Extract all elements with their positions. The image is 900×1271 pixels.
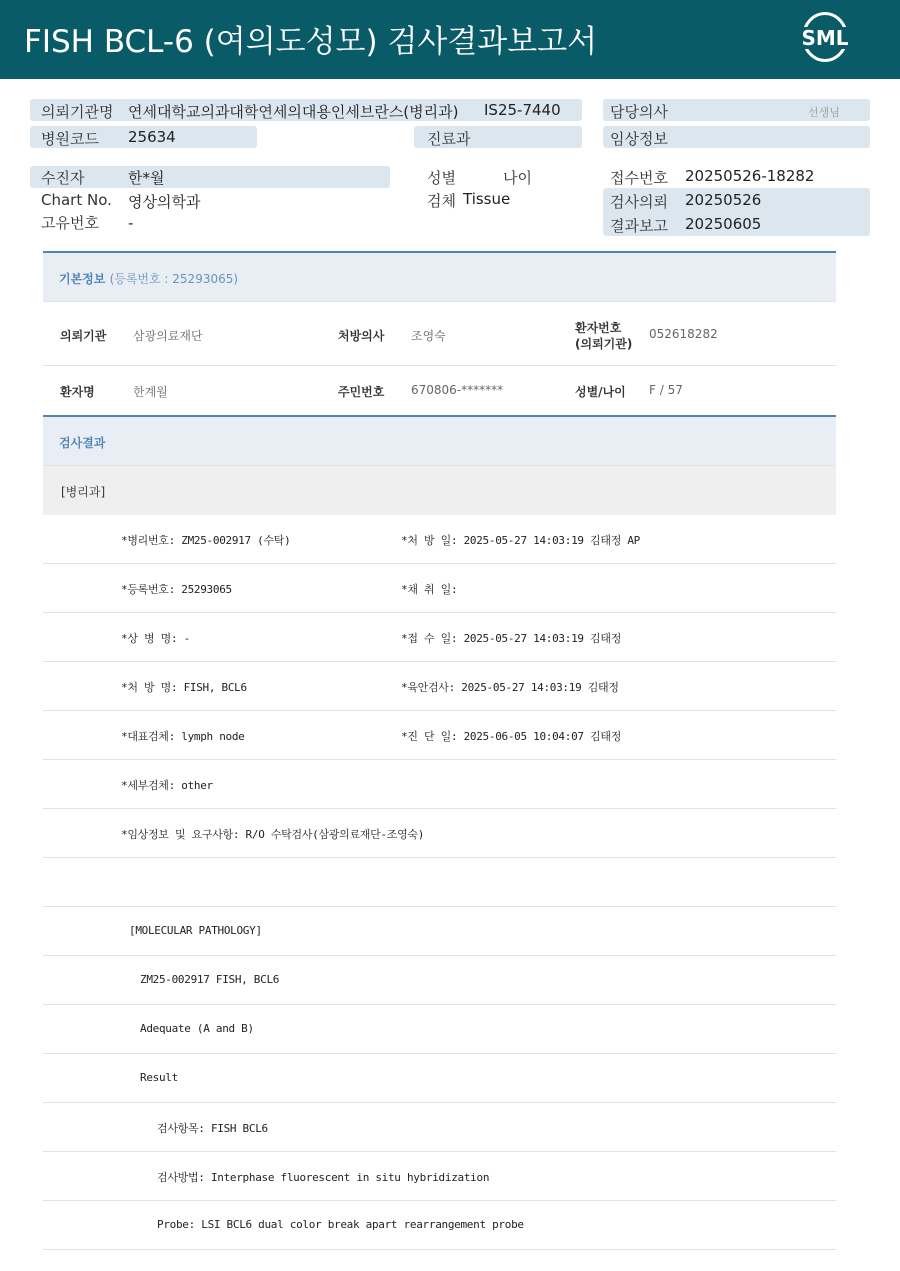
report-header: [0, 0, 900, 79]
specimen-value: Tissue: [463, 190, 511, 208]
result-right: *처 방 일: 2025-05-27 14:03:19 김태정 AP: [401, 534, 640, 547]
basic-info-regno: (등록번호 : 25293065): [109, 272, 239, 286]
patient-no-value: 052618282: [649, 327, 718, 341]
report-label: 결과보고: [610, 217, 668, 235]
requester-code: IS25-7440: [484, 101, 561, 119]
prescriber-value: 조영숙: [411, 329, 446, 343]
age-label: 나이: [503, 169, 532, 187]
molecular-row: [43, 1152, 836, 1201]
result-right: *진 단 일: 2025-06-05 10:04:07 김태정: [401, 730, 622, 743]
molecular-line: Result: [140, 1071, 178, 1084]
chart-label: Chart No.: [41, 191, 112, 209]
doctor-value: 선생님: [808, 106, 840, 119]
doctor-label: 담당의사: [610, 103, 668, 121]
basic-info-row-2: [43, 365, 836, 415]
result-left: *등록번호: 25293065: [121, 583, 232, 596]
result-row: [43, 515, 836, 564]
molecular-row: [43, 1054, 836, 1103]
report-panel: [43, 251, 836, 1271]
molecular-row: [43, 907, 836, 956]
unique-value: -: [128, 214, 134, 232]
dept-label: 진료과: [427, 130, 471, 148]
molecular-row: [43, 1005, 836, 1054]
requester-value: 연세대학교의과대학연세의대용인세브란스(병리과): [128, 103, 459, 121]
molecular-row: [43, 1201, 836, 1250]
requester-label: 의뢰기관명: [41, 103, 114, 121]
result-row: [43, 662, 836, 711]
patient-label: 수진자: [41, 169, 85, 187]
chart-value: 영상의학과: [128, 193, 201, 211]
result-left: *상 병 명: -: [121, 632, 190, 645]
patient-no-label-1: 환자번호: [575, 321, 622, 335]
sex-age-value: F / 57: [649, 383, 683, 397]
result-left: *병리번호: ZM25-002917 (수탁): [121, 534, 291, 547]
patient-name-value: 한계월: [133, 385, 168, 399]
result-left: *대표검체: lymph node: [121, 730, 245, 743]
molecular-line: Probe: LSI BCL6 dual color break apart rearrangement probe: [157, 1218, 524, 1231]
sex-age-label: 성별/나이: [575, 385, 626, 399]
result-right: *육안검사: 2025-05-27 14:03:19 김태정: [401, 681, 619, 694]
unique-label: 고유번호: [41, 214, 99, 232]
result-row: [43, 809, 836, 858]
result-right: *접 수 일: 2025-05-27 14:03:19 김태정: [401, 632, 622, 645]
logo-text: SML: [796, 27, 854, 49]
basic-info-row-1: [43, 301, 836, 365]
patient-name-label: 환자명: [60, 385, 95, 399]
molecular-line: 검사항목: FISH BCL6: [157, 1122, 268, 1135]
result-left: *처 방 명: FISH, BCL6: [121, 681, 247, 694]
prescriber-label: 처방의사: [338, 329, 385, 343]
molecular-heading: [MOLECULAR PATHOLOGY]: [129, 924, 262, 937]
basic-info-title: 기본정보: [59, 272, 106, 286]
result-header: [43, 415, 836, 465]
molecular-line: 검사방법: Interphase fluorescent in situ hybridization: [157, 1171, 490, 1184]
result-heading: 검사결과: [59, 436, 106, 450]
result-row: [43, 613, 836, 662]
rrn-value: 670806-*******: [411, 383, 504, 397]
molecular-line: ZM25-002917 FISH, BCL6: [140, 973, 280, 986]
sml-logo: [796, 12, 854, 66]
result-row: [43, 564, 836, 613]
result-left: *세부검체: other: [121, 779, 213, 792]
molecular-line: Adequate (A and B): [140, 1022, 254, 1035]
receipt-label: 접수번호: [610, 169, 668, 187]
institution-value: 삼광의료재단: [133, 329, 203, 343]
rrn-label: 주민번호: [338, 385, 385, 399]
report-value: 20250605: [685, 215, 762, 233]
result-left: *임상정보 및 요구사항: R/O 수탁검사(삼광의료재단-조영숙): [121, 828, 425, 841]
patient-no-label-2: (의뢰기관): [575, 337, 633, 351]
request-value: 20250526: [685, 191, 762, 209]
basic-info-header: [43, 251, 836, 301]
result-right: *채 취 일:: [401, 583, 458, 596]
molecular-row: [43, 956, 836, 1005]
institution-label: 의뢰기관: [60, 329, 107, 343]
clinical-label: 임상정보: [610, 130, 668, 148]
patient-value: 한*월: [128, 169, 165, 187]
dept-row: [43, 465, 836, 515]
sex-label: 성별: [427, 169, 456, 187]
result-row: [43, 858, 836, 907]
specimen-label: 검체: [427, 192, 456, 210]
basic-info-heading: [59, 270, 238, 287]
molecular-row: [43, 1103, 836, 1152]
report-title: FISH BCL-6 (여의도성모) 검사결과보고서: [24, 24, 598, 60]
dept-name: [병리과]: [61, 485, 106, 499]
hospital-code-value: 25634: [128, 128, 176, 146]
hospital-code-label: 병원코드: [41, 130, 99, 148]
result-row: [43, 760, 836, 809]
result-row: [43, 711, 836, 760]
receipt-value: 20250526-18282: [685, 167, 815, 185]
request-label: 검사의뢰: [610, 193, 668, 211]
